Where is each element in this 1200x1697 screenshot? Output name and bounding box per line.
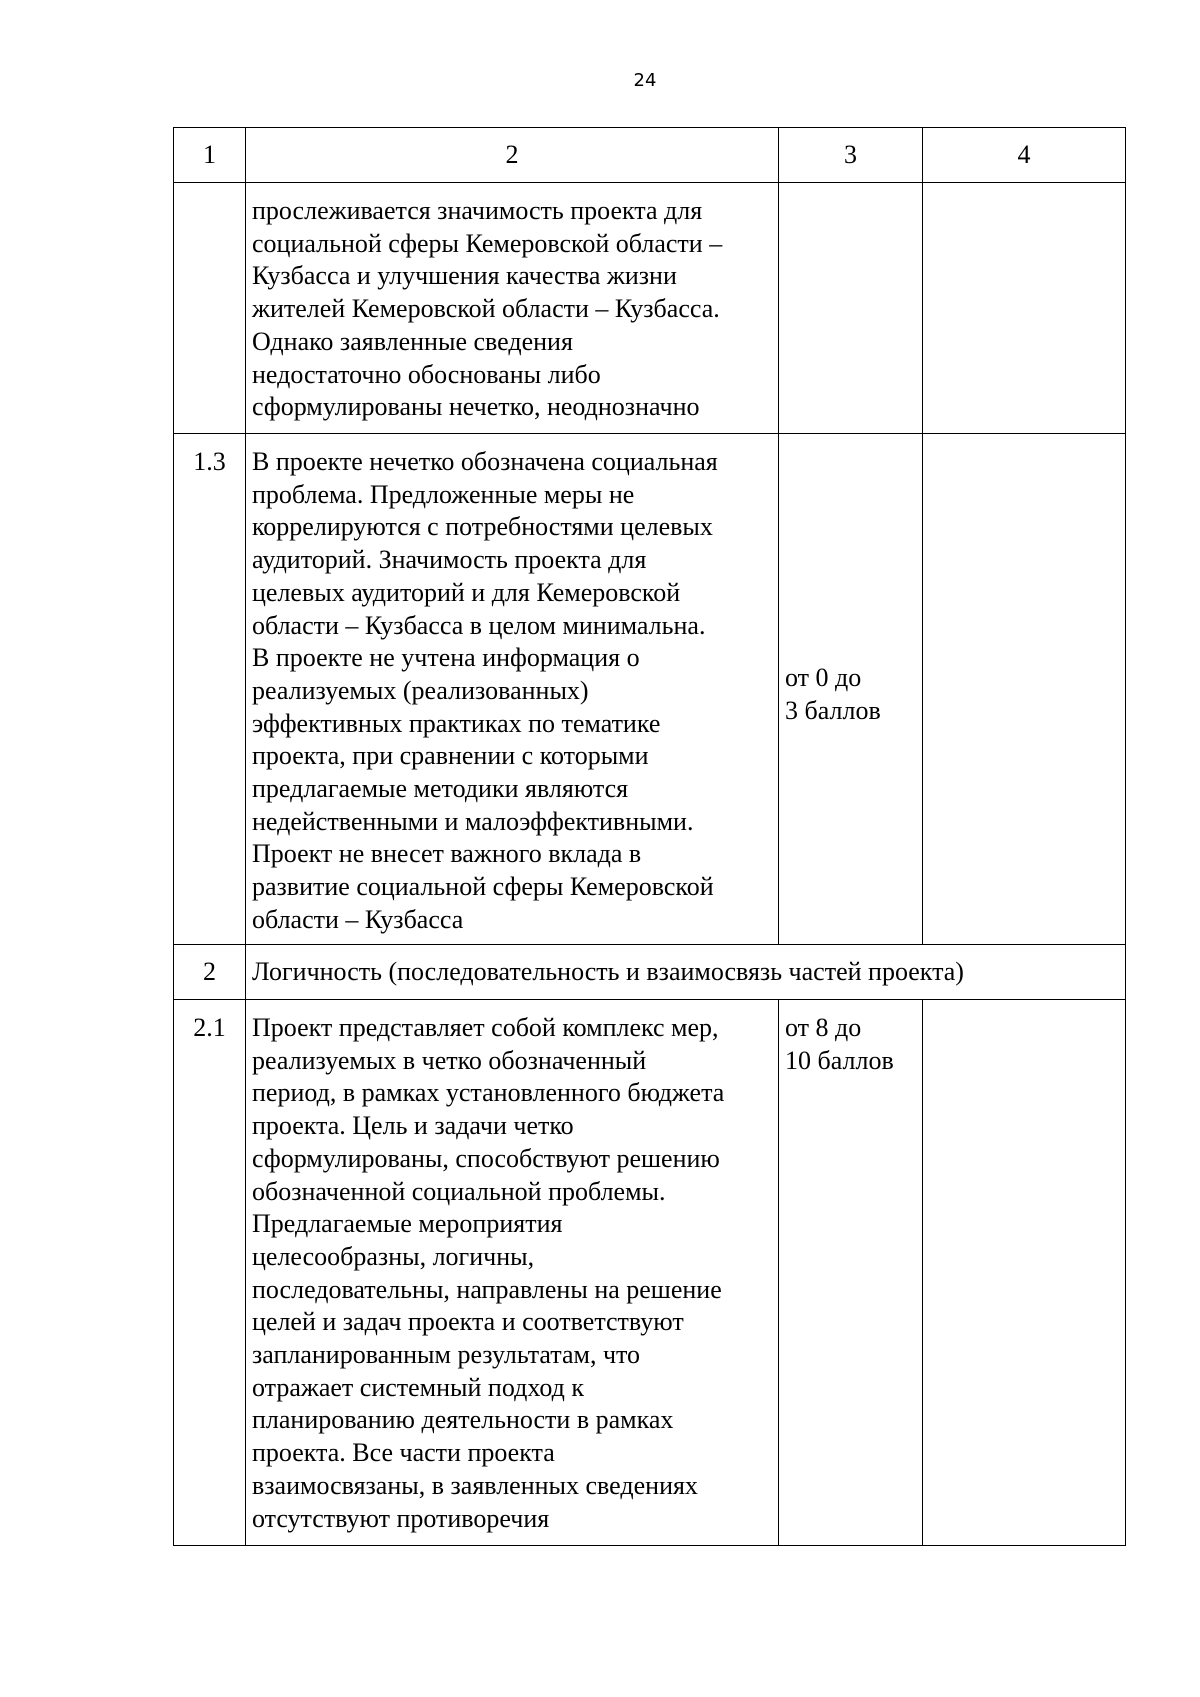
criterion-description (246, 434, 779, 945)
header-col-2: 2 (246, 128, 779, 183)
score-line: 10 баллов (785, 1045, 894, 1075)
text-line: последовательны, направлены на решение (252, 1274, 722, 1304)
text-line: социальной сферы Кемеровской области – (252, 228, 723, 258)
text-line: реализуемых в четко обозначенный (252, 1045, 647, 1075)
row-number (174, 183, 246, 434)
page-number: 24 (633, 70, 657, 91)
text-line: планированию деятельности в рамках (252, 1405, 674, 1435)
text-line: области – Кузбасса (252, 904, 464, 934)
col4-cell (923, 1000, 1126, 1546)
text-line: аудиторий. Значимость проекта для (252, 545, 647, 575)
text-line: эффективных практиках по тематике (252, 708, 661, 738)
text-line: жителей Кемеровской области – Кузбасса. (252, 294, 720, 324)
text-line: области – Кузбасса в целом минимальна. (252, 610, 706, 640)
table-row (174, 1000, 1126, 1546)
text-line: проекта. Все части проекта (252, 1438, 555, 1468)
text-line: Кузбасса и улучшения качества жизни (252, 261, 677, 291)
text-line: Однако заявленные сведения (252, 326, 573, 356)
text-line: период, в рамках установленного бюджета (252, 1078, 725, 1108)
section-title: Логичность (последовательность и взаимосвязь частей проекта) (246, 945, 1126, 1000)
score-cell (779, 183, 923, 434)
table-row (174, 434, 1126, 945)
table-header-row (174, 128, 1126, 183)
section-row (174, 945, 1126, 1000)
table-row (174, 183, 1126, 434)
col4-cell (923, 434, 1126, 945)
text-line: Проект представляет собой комплекс мер, (252, 1013, 719, 1042)
text-line: обозначенной социальной проблемы. (252, 1176, 666, 1206)
header-col-4: 4 (923, 128, 1126, 183)
col4-cell (923, 183, 1126, 434)
text-line: сформулированы нечетко, неоднозначно (252, 392, 700, 422)
header-col-3: 3 (779, 128, 923, 183)
score-line: от 8 до (785, 1013, 862, 1042)
text-line: целевых аудиторий и для Кемеровской (252, 577, 681, 607)
text-line: предлагаемые методики являются (252, 774, 629, 804)
header-col-1: 1 (174, 128, 246, 183)
section-number: 2 (174, 945, 246, 1000)
text-line: проекта. Цель и задачи четко (252, 1111, 574, 1141)
text-line: В проекте нечетко обозначена социальная (252, 447, 718, 476)
score-line: от 0 до (785, 663, 862, 693)
criterion-description (246, 183, 779, 434)
text-line: целей и задач проекта и соответствуют (252, 1307, 684, 1337)
criteria-table (173, 127, 1126, 1546)
text-line: сформулированы, способствуют решению (252, 1143, 720, 1173)
text-line: отражает системный подход к (252, 1372, 584, 1402)
text-line: целесообразны, логичны, (252, 1241, 535, 1271)
text-line: коррелируются с потребностями целевых (252, 512, 713, 542)
text-line: взаимосвязаны, в заявленных сведениях (252, 1470, 698, 1500)
text-line: отсутствуют противоречия (252, 1503, 550, 1533)
text-line: недостаточно обоснованы либо (252, 359, 601, 389)
score-line: 3 баллов (785, 696, 881, 725)
text-line: проекта, при сравнении с которыми (252, 741, 649, 771)
row-number: 2.1 (174, 1000, 246, 1546)
text-line: проблема. Предложенные меры не (252, 479, 635, 509)
text-line: прослеживается значимость проекта для (252, 196, 703, 225)
text-line: недейственными и малоэффективными. (252, 806, 694, 836)
score-cell (779, 434, 923, 945)
row-number: 1.3 (174, 434, 246, 945)
criterion-description (246, 1000, 779, 1546)
score-cell (779, 1000, 923, 1546)
text-line: реализуемых (реализованных) (252, 675, 589, 705)
text-line: запланированным результатам, что (252, 1340, 641, 1370)
text-line: Проект не внесет важного вклада в (252, 839, 642, 869)
text-line: В проекте не учтена информация о (252, 643, 640, 673)
text-line: Предлагаемые мероприятия (252, 1209, 563, 1239)
text-line: развитие социальной сферы Кемеровской (252, 872, 714, 902)
